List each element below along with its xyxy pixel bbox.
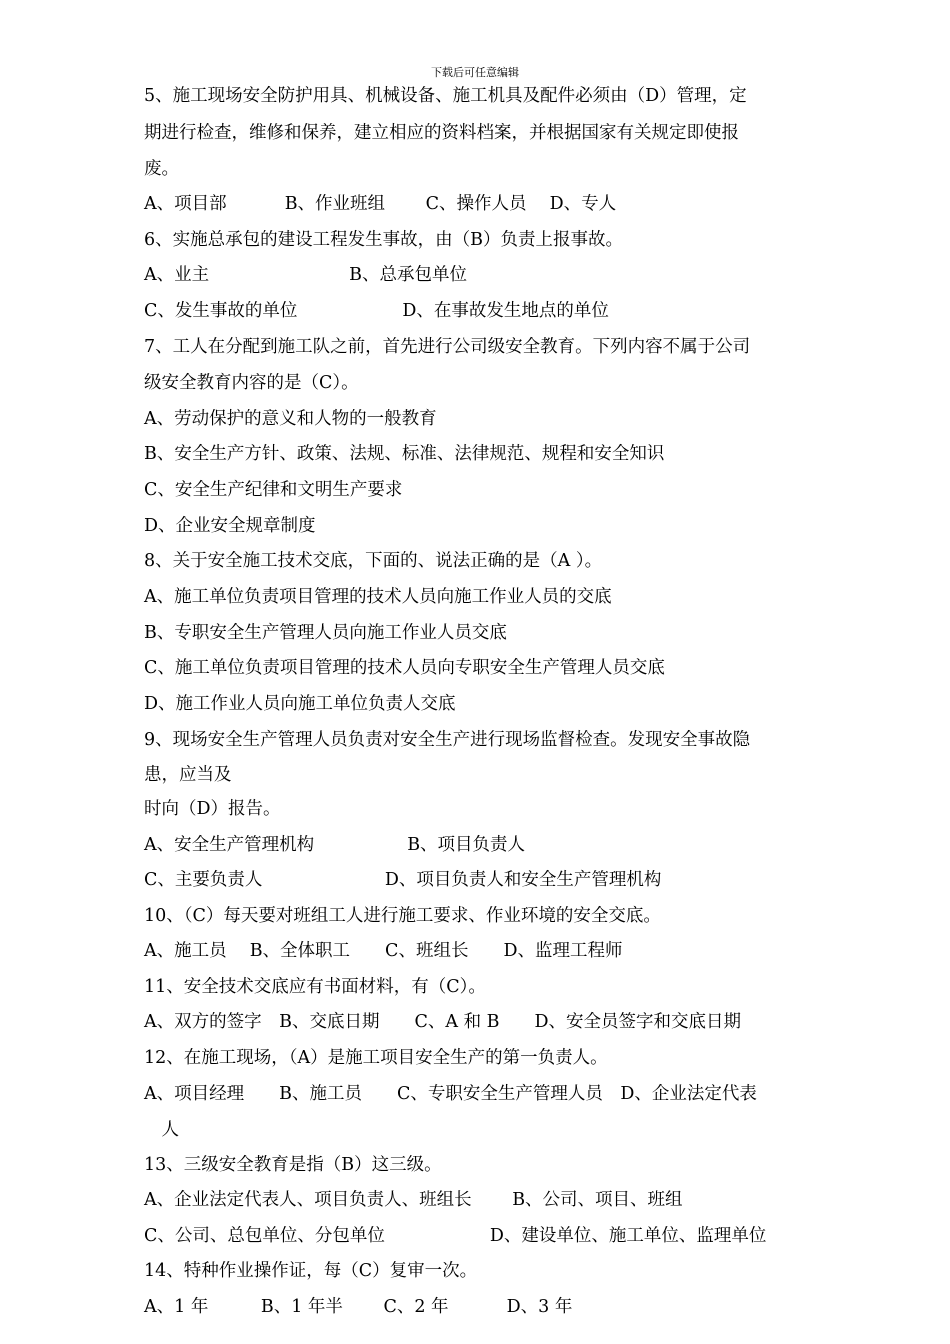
text-line-q5-3: 废。 bbox=[144, 159, 179, 179]
text-line-q5-1: 5、施工现场安全防护用具、机械设备、施工机具及配件必须由（D）管理，定 bbox=[144, 86, 747, 106]
text-line-q9-3: 时向（D）报告。 bbox=[144, 799, 281, 819]
text-line-q6-options-1: A、业主 B、总承包单位 bbox=[144, 265, 467, 285]
text-line-q11: 11、安全技术交底应有书面材料，有（C）。 bbox=[144, 977, 486, 997]
page-header-note: 下载后可任意编辑 bbox=[431, 66, 519, 79]
text-line-q13: 13、三级安全教育是指（B）这三级。 bbox=[144, 1155, 442, 1175]
text-line-q12-options-2: 人 bbox=[144, 1120, 179, 1140]
text-line-q7-option-c: C、安全生产纪律和文明生产要求 bbox=[144, 480, 403, 500]
text-line-q13-options-1: A、企业法定代表人、项目负责人、班组长 B、公司、项目、班组 bbox=[144, 1190, 683, 1210]
text-line-q9-1: 9、现场安全生产管理人员负责对安全生产进行现场监督检查。发现安全事故隐 bbox=[144, 730, 751, 750]
text-line-q8-option-b: B、专职安全生产管理人员向施工作业人员交底 bbox=[144, 623, 507, 643]
text-line-q10: 10、（C）每天要对班组工人进行施工要求、作业环境的安全交底。 bbox=[144, 906, 661, 926]
text-line-q8-option-a: A、施工单位负责项目管理的技术人员向施工作业人员的交底 bbox=[144, 587, 612, 607]
text-line-q12: 12、在施工现场，（A）是施工项目安全生产的第一负责人。 bbox=[144, 1048, 608, 1068]
text-line-q8-option-d: D、施工作业人员向施工单位负责人交底 bbox=[144, 694, 456, 714]
text-line-q10-options: A、施工员 B、全体职工 C、班组长 D、监理工程师 bbox=[144, 941, 623, 961]
text-line-q5-options: A、项目部 B、作业班组 C、操作人员 D、专人 bbox=[144, 194, 617, 214]
text-line-q6-options-2: C、发生事故的单位 D、在事故发生地点的单位 bbox=[144, 301, 609, 321]
text-line-q7-option-d: D、企业安全规章制度 bbox=[144, 516, 316, 536]
text-line-q12-options-1: A、项目经理 B、施工员 C、专职安全生产管理人员 D、企业法定代表 bbox=[144, 1084, 757, 1104]
text-line-q7-1: 7、工人在分配到施工队之前，首先进行公司级安全教育。下列内容不属于公司 bbox=[144, 337, 751, 357]
text-line-q8-option-c: C、施工单位负责项目管理的技术人员向专职安全生产管理人员交底 bbox=[144, 658, 665, 678]
text-line-q6: 6、实施总承包的建设工程发生事故，由（B）负责上报事故。 bbox=[144, 230, 623, 250]
text-line-q9-2: 患，应当及 bbox=[144, 765, 232, 785]
text-line-q11-options: A、双方的签字 B、交底日期 C、A 和 B D、安全员签字和交底日期 bbox=[144, 1012, 742, 1032]
text-line-q7-option-b: B、安全生产方针、政策、法规、标准、法律规范、规程和安全知识 bbox=[144, 444, 665, 464]
text-line-q5-2: 期进行检查，维修和保养，建立相应的资料档案，并根据国家有关规定即使报 bbox=[144, 123, 739, 143]
text-line-q9-options-1: A、安全生产管理机构 B、项目负责人 bbox=[144, 835, 526, 855]
text-line-q9-options-2: C、主要负责人 D、项目负责人和安全生产管理机构 bbox=[144, 870, 662, 890]
text-line-q13-options-2: C、公司、总包单位、分包单位 D、建设单位、施工单位、监理单位 bbox=[144, 1226, 767, 1246]
text-line-q8: 8、关于安全施工技术交底，下面的、说法正确的是（A ）。 bbox=[144, 551, 603, 571]
text-line-q7-option-a: A、劳动保护的意义和人物的一般教育 bbox=[144, 409, 437, 429]
text-line-q7-2: 级安全教育内容的是（C）。 bbox=[144, 373, 359, 393]
text-line-q14-options: A、1 年 B、1 年半 C、2 年 D、3 年 bbox=[144, 1297, 573, 1317]
text-line-q14: 14、特种作业操作证，每（C）复审一次。 bbox=[144, 1261, 478, 1281]
